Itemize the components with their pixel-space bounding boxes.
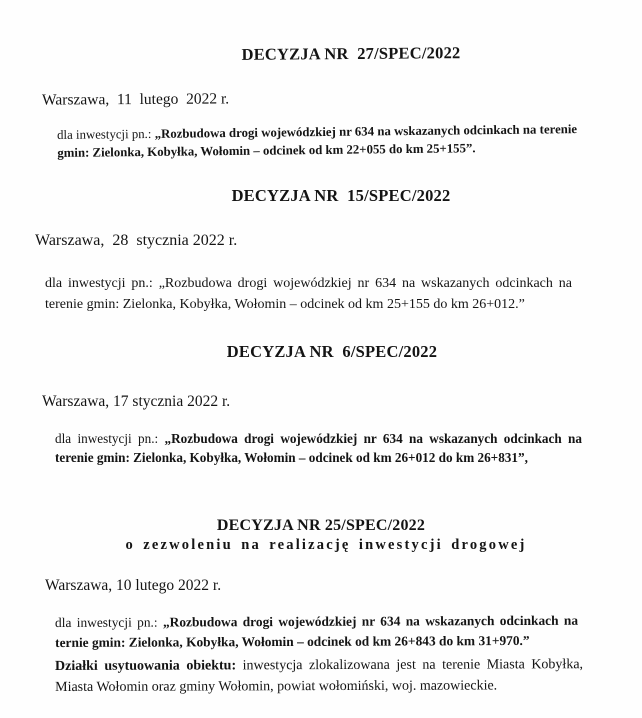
investment-paragraph <box>57 120 577 162</box>
place-date-line: Warszawa, 28 stycznia 2022 r. <box>35 232 238 249</box>
investment-paragraph <box>45 274 572 315</box>
investment-name: „Rozbudowa drogi wojewódzkiej nr 634 na wskazanych odcinkach na terenie gmin: Zielonka, Kobyłka, Wołomin – odcinek od km 22+055 do km 25+155”. <box>57 122 578 160</box>
investment-intro: dla inwestycji pn.: <box>45 276 159 291</box>
plots-text: inwestycja zlokalizowana jest na terenie Miasta Kobyłka, Miasta Wołomin oraz gminy Wołomin, powiat wołomiński, woj. mazowieckie. <box>55 657 584 695</box>
investment-paragraph <box>55 430 582 467</box>
place-date-line: Warszawa, 10 lutego 2022 r. <box>45 577 222 594</box>
decision-subtitle: o zezwoleniu na realizację inwestycji drogowej <box>125 537 527 553</box>
investment-intro: dla inwestycji pn.: <box>55 614 163 630</box>
decision-title: DECYZJA NR 25/SPEC/2022 <box>216 517 426 534</box>
investment-paragraph <box>55 611 578 653</box>
decision-title: DECYZJA NR 27/SPEC/2022 <box>241 43 461 64</box>
investment-name: „Rozbudowa drogi wojewódzkiej nr 634 na wskazanych odcinkach na terenie gmin: Zielonka, Kobyłka, Wołomin – odcinek od km 26+012 do km 26+831”, <box>55 431 582 465</box>
investment-intro: dla inwestycji pn.: <box>57 126 155 142</box>
investment-intro: dla inwestycji pn.: <box>55 431 165 446</box>
decision-title: DECYZJA NR 6/SPEC/2022 <box>226 342 438 361</box>
plots-paragraph <box>55 655 583 698</box>
plots-label: Działki usytuowania obiektu: <box>55 658 237 674</box>
investment-name: „Rozbudowa drogi wojewódzkiej nr 634 na wskazanych odcinkach na ternie gmin: Zielonka, Kobyłka, Wołomin – odcinek od km 26+843 do km 31+970.” <box>55 612 579 650</box>
place-date-line: Warszawa, 17 stycznia 2022 r. <box>42 393 231 410</box>
decision-title: DECYZJA NR 15/SPEC/2022 <box>231 186 451 205</box>
investment-name: „Rozbudowa drogi wojewódzkiej nr 634 na wskazanych odcinkach na terenie gmin: Zielonka, Kobyłka, Wołomin – odcinek od km 25+155 do km 26+012.” <box>45 276 572 312</box>
place-date-line: Warszawa, 11 lutego 2022 r. <box>41 90 230 109</box>
